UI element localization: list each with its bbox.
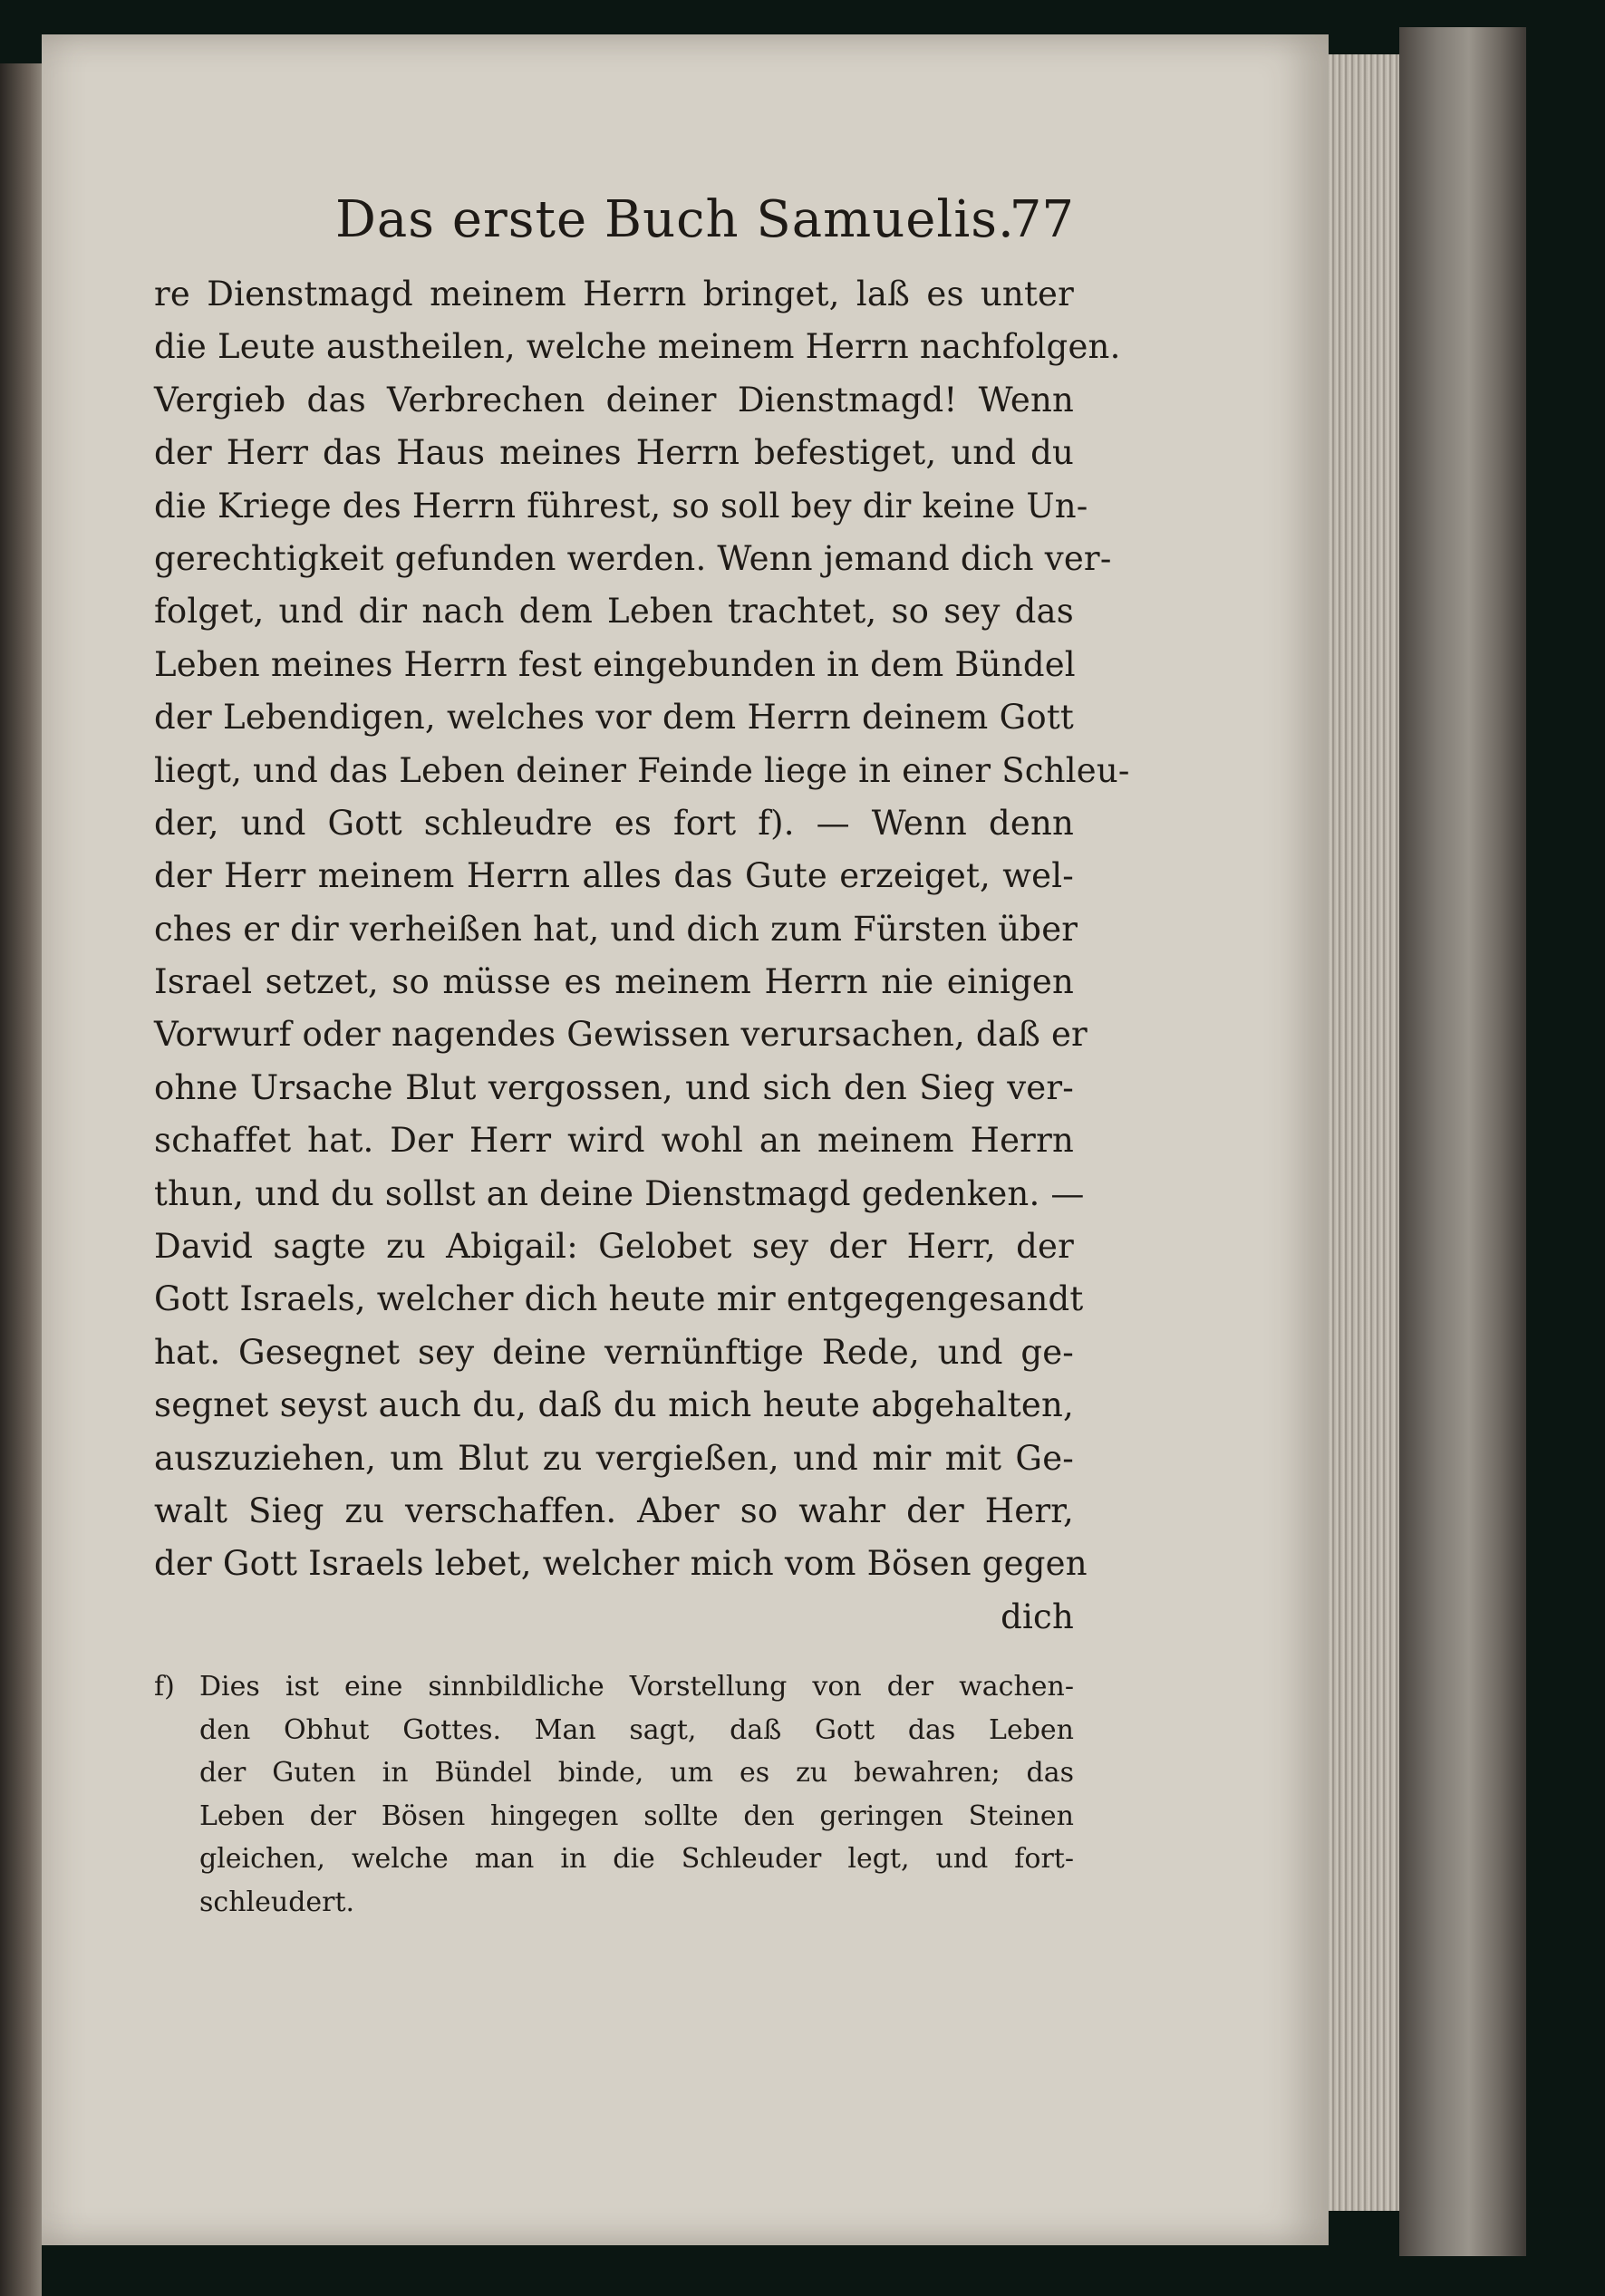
text-line: schaffet hat. Der Herr wird wohl an meinem Herrn	[154, 1121, 1074, 1161]
text-line: ohne Ursache Blut vergossen, und sich den Sieg ver-	[154, 1067, 1074, 1107]
previous-page-edge	[0, 63, 42, 2296]
footnote-line: Leben der Bösen hingegen sollte den geringen Steinen	[199, 1799, 1074, 1832]
footnote-line: schleudert.	[199, 1886, 355, 1918]
running-head	[127, 190, 1074, 263]
text-line: segnet seyst auch du, daß du mich heute abgehalten,	[154, 1385, 1074, 1425]
footnote-marker: f)	[154, 1671, 175, 1703]
text-line: thun, und du sollst an deine Dienstmagd gedenken. —	[154, 1173, 1085, 1213]
text-line: Leben meines Herrn fest eingebunden in dem Bündel	[154, 644, 1076, 684]
text-line: der Gott Israels lebet, welcher mich vom Bösen gegen	[154, 1544, 1088, 1584]
footnote-line: den Obhut Gottes. Man sagt, daß Gott das Leben	[199, 1713, 1074, 1746]
text-line: der Herr das Haus meines Herrn befestiget, und du	[154, 433, 1074, 473]
text-line: David sagte zu Abigail: Gelobet sey der Herr, der	[154, 1227, 1074, 1267]
text-line: die Kriege des Herrn führest, so soll bey dir keine Un-	[154, 486, 1088, 526]
catchword: dich	[1001, 1597, 1074, 1636]
text-line: folget, und dir nach dem Leben trachtet, so sey das	[154, 592, 1074, 632]
text-line: Israel setzet, so müsse es meinem Herrn nie einigen	[154, 962, 1074, 1002]
text-line: der, und Gott schleudre es fort f). — Wenn denn	[154, 803, 1074, 843]
page-number: 77	[1009, 190, 1074, 249]
footnote-line-text: Dies ist eine sinnbildliche Vorstellung von der wachen-	[199, 1671, 1074, 1703]
text-line: der Lebendigen, welches vor dem Herrn deinem Gott	[154, 698, 1074, 738]
book-cover-edge	[1399, 27, 1526, 2256]
body-text	[154, 268, 1130, 1644]
running-head-title: Das erste Buch Samuelis.	[335, 190, 1015, 249]
text-line: Vergieb das Verbrechen deiner Dienstmagd! Wenn	[154, 380, 1074, 420]
text-line: die Leute austheilen, welche meinem Herrn nachfolgen.	[154, 327, 1121, 367]
text-line: auszuziehen, um Blut zu vergießen, und mir mit Ge-	[154, 1438, 1074, 1478]
text-line: re Dienstmagd meinem Herrn bringet, laß es unter	[154, 275, 1074, 314]
text-line: der Herr meinem Herrn alles das Gute erzeiget, wel-	[154, 856, 1074, 896]
text-line: Vorwurf oder nagendes Gewissen verursachen, daß er	[154, 1015, 1088, 1055]
footnote-line: der Guten in Bündel binde, um es zu bewahren; das	[199, 1757, 1074, 1789]
text-line: gerechtigkeit gefunden werden. Wenn jemand dich ver-	[154, 538, 1112, 578]
text-line: Gott Israels, welcher dich heute mir entgegengesandt	[154, 1279, 1084, 1319]
footnote	[154, 1665, 1074, 1924]
text-line: liegt, und das Leben deiner Feinde liege in einer Schleu-	[154, 750, 1130, 790]
text-line: hat. Gesegnet sey deine vernünftige Rede, und ge-	[154, 1332, 1074, 1372]
text-line: walt Sieg zu verschaffen. Aber so wahr der Herr,	[154, 1490, 1074, 1530]
text-line: ches er dir verheißen hat, und dich zum Fürsten über	[154, 909, 1078, 949]
page-block-edges	[1329, 54, 1399, 2211]
footnote-line	[154, 1665, 1074, 1709]
footnote-line: gleichen, welche man in die Schleuder legt, und fort-	[199, 1843, 1074, 1875]
